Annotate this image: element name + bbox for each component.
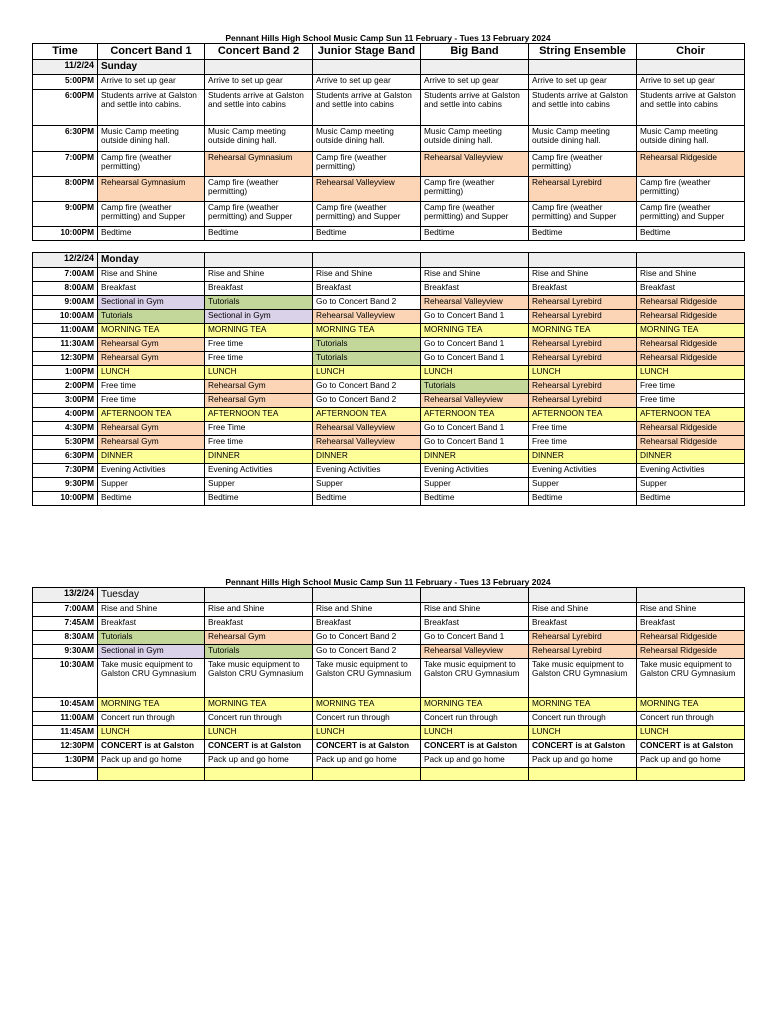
schedule-title-2: Pennant Hills High School Music Camp Sun 11 February - Tues 13 February 2024	[225, 577, 551, 587]
schedule-cell: Tutorials	[313, 338, 421, 352]
header-concert-band-2: Concert Band 2	[205, 44, 313, 60]
schedule-cell: Sectional in Gym	[205, 310, 313, 324]
header-time: Time	[33, 44, 98, 60]
schedule-cell: MORNING TEA	[313, 698, 421, 712]
schedule-cell: Free time	[98, 394, 205, 408]
schedule-cell: Rehearsal Valleyview	[421, 152, 529, 177]
time-cell: 9:30PM	[33, 478, 98, 492]
table-row	[33, 352, 745, 366]
schedule-cell: Rise and Shine	[205, 268, 313, 282]
table-row	[33, 754, 745, 768]
schedule-cell: Rehearsal Ridgeside	[637, 436, 745, 450]
schedule-cell: Take music equipment to Galston CRU Gymnasium	[529, 659, 637, 698]
schedule-cell: Bedtime	[421, 492, 529, 506]
schedule-cell: Rehearsal Valleyview	[421, 645, 529, 659]
table-row	[33, 296, 745, 310]
schedule-cell: Rehearsal Gym	[205, 380, 313, 394]
schedule-cell: LUNCH	[313, 726, 421, 740]
schedule-cell: Go to Concert Band 1	[421, 631, 529, 645]
table-row	[33, 478, 745, 492]
schedule-cell: Bedtime	[529, 492, 637, 506]
schedule-cell: Bedtime	[637, 227, 745, 241]
schedule-cell: Rehearsal Ridgeside	[637, 152, 745, 177]
time-cell: 11:45AM	[33, 726, 98, 740]
schedule-cell: Rehearsal Valleyview	[313, 422, 421, 436]
table-row	[33, 726, 745, 740]
schedule-cell: Concert run through	[98, 712, 205, 726]
schedule-cell: Rehearsal Lyrebird	[529, 296, 637, 310]
schedule-cell: Students arrive at Galston and settle into cabins	[529, 90, 637, 126]
schedule-cell: Go to Concert Band 1	[421, 338, 529, 352]
time-cell: 10:45AM	[33, 698, 98, 712]
table-row	[33, 645, 745, 659]
time-cell: 6:00PM	[33, 90, 98, 126]
time-cell: 12:30PM	[33, 352, 98, 366]
schedule-cell: Rise and Shine	[421, 268, 529, 282]
table-row	[33, 698, 745, 712]
schedule-cell: Free time	[529, 422, 637, 436]
schedule-cell: Supper	[529, 478, 637, 492]
schedule-cell: DINNER	[421, 450, 529, 464]
schedule-cell: Arrive to set up gear	[98, 75, 205, 90]
schedule-cell: DINNER	[205, 450, 313, 464]
schedule-cell: DINNER	[529, 450, 637, 464]
schedule-cell: Students arrive at Galston and settle into cabins.	[98, 90, 205, 126]
schedule-cell: Supper	[637, 478, 745, 492]
schedule-cell: Rehearsal Lyrebird	[529, 380, 637, 394]
schedule-cell: Arrive to set up gear	[205, 75, 313, 90]
schedule-cell: Tutorials	[98, 631, 205, 645]
schedule-cell: MORNING TEA	[98, 698, 205, 712]
schedule-cell: Camp fire (weather permitting)	[529, 152, 637, 177]
schedule-cell: Camp fire (weather permitting)	[98, 152, 205, 177]
schedule-cell: Music Camp meeting outside dining hall.	[205, 126, 313, 152]
schedule-cell: Breakfast	[529, 282, 637, 296]
schedule-cell: Students arrive at Galston and settle into cabins	[205, 90, 313, 126]
schedule-cell: Rise and Shine	[98, 268, 205, 282]
schedule-cell: Rehearsal Valleyview	[313, 310, 421, 324]
schedule-cell: MORNING TEA	[529, 324, 637, 338]
schedule-cell: AFTERNOON TEA	[98, 408, 205, 422]
schedule-cell: Breakfast	[421, 617, 529, 631]
schedule-cell: Free Time	[205, 422, 313, 436]
schedule-cell: Breakfast	[98, 282, 205, 296]
schedule-cell: Rise and Shine	[421, 603, 529, 617]
schedule-cell: LUNCH	[637, 726, 745, 740]
schedule-cell: Supper	[313, 478, 421, 492]
schedule-cell: Pack up and go home	[421, 754, 529, 768]
schedule-cell: LUNCH	[529, 366, 637, 380]
time-cell: 9:00AM	[33, 296, 98, 310]
time-cell: 10:00AM	[33, 310, 98, 324]
schedule-cell: Tutorials	[313, 352, 421, 366]
time-cell: 6:30PM	[33, 126, 98, 152]
day-name: Sunday	[98, 60, 205, 75]
schedule-cell: Bedtime	[98, 227, 205, 241]
schedule-cell: Bedtime	[421, 227, 529, 241]
schedule-cell: Breakfast	[529, 617, 637, 631]
table-row	[33, 227, 745, 241]
schedule-cell: Evening Activities	[98, 464, 205, 478]
schedule-cell: Go to Concert Band 2	[313, 380, 421, 394]
schedule-cell: Rehearsal Ridgeside	[637, 310, 745, 324]
schedule-cell: Breakfast	[421, 282, 529, 296]
table-row	[33, 464, 745, 478]
header-junior-stage-band: Junior Stage Band	[313, 44, 421, 60]
schedule-cell: LUNCH	[421, 366, 529, 380]
time-cell: 4:30PM	[33, 422, 98, 436]
table-row	[33, 282, 745, 296]
time-cell: 4:00PM	[33, 408, 98, 422]
schedule-cell: Rise and Shine	[637, 268, 745, 282]
day-row-monday	[33, 253, 745, 268]
table-row	[33, 324, 745, 338]
schedule-cell: LUNCH	[98, 366, 205, 380]
time-cell: 2:00PM	[33, 380, 98, 394]
schedule-cell: DINNER	[637, 450, 745, 464]
schedule-cell: LUNCH	[313, 366, 421, 380]
schedule-cell: Rehearsal Lyrebird	[529, 394, 637, 408]
schedule-cell: Camp fire (weather permitting) and Supper	[529, 202, 637, 227]
table-row	[33, 492, 745, 506]
schedule-cell: Go to Concert Band 2	[313, 394, 421, 408]
schedule-cell: Rehearsal Lyrebird	[529, 177, 637, 202]
schedule-cell: Concert run through	[313, 712, 421, 726]
schedule-cell: Students arrive at Galston and settle into cabins	[421, 90, 529, 126]
schedule-cell: Tutorials	[98, 310, 205, 324]
schedule-cell: Breakfast	[205, 282, 313, 296]
schedule-cell: Go to Concert Band 2	[313, 296, 421, 310]
schedule-cell: AFTERNOON TEA	[637, 408, 745, 422]
schedule-cell: Camp fire (weather permitting) and Supper	[421, 202, 529, 227]
schedule-cell: Arrive to set up gear	[529, 75, 637, 90]
schedule-cell: CONCERT is at Galston	[637, 740, 745, 754]
schedule-cell: Rehearsal Lyrebird	[529, 631, 637, 645]
schedule-cell: DINNER	[313, 450, 421, 464]
schedule-cell: Tutorials	[205, 296, 313, 310]
schedule-cell: Breakfast	[637, 282, 745, 296]
time-cell: 7:00AM	[33, 268, 98, 282]
time-cell: 8:00AM	[33, 282, 98, 296]
schedule-cell: Free time	[529, 436, 637, 450]
schedule-cell: Bedtime	[205, 227, 313, 241]
schedule-cell: LUNCH	[421, 726, 529, 740]
schedule-cell: Rehearsal Lyrebird	[529, 645, 637, 659]
time-cell: 9:30AM	[33, 645, 98, 659]
table-row	[33, 126, 745, 152]
time-cell: 12:30PM	[33, 740, 98, 754]
schedule-cell: Rehearsal Valleyview	[421, 394, 529, 408]
schedule-cell: Evening Activities	[313, 464, 421, 478]
empty-row	[33, 768, 745, 781]
schedule-cell: LUNCH	[98, 726, 205, 740]
time-cell: 7:45AM	[33, 617, 98, 631]
schedule-cell: Sectional in Gym	[98, 296, 205, 310]
schedule-cell: Breakfast	[313, 617, 421, 631]
schedule-cell: Pack up and go home	[205, 754, 313, 768]
table-row	[33, 603, 745, 617]
day-row-sunday	[33, 60, 745, 75]
schedule-cell: Concert run through	[421, 712, 529, 726]
schedule-cell: Evening Activities	[529, 464, 637, 478]
schedule-cell: Rehearsal Valleyview	[313, 436, 421, 450]
schedule-table-tuesday	[32, 587, 745, 781]
schedule-title: Pennant Hills High School Music Camp Sun 11 February - Tues 13 February 2024	[225, 33, 551, 43]
schedule-table-sun-mon	[32, 43, 745, 506]
spacer-row	[33, 241, 745, 253]
header-string-ensemble: String Ensemble	[529, 44, 637, 60]
table-row	[33, 177, 745, 202]
schedule-cell: Rehearsal Gym	[205, 631, 313, 645]
schedule-cell: Supper	[205, 478, 313, 492]
table-row	[33, 75, 745, 90]
time-cell: 11:30AM	[33, 338, 98, 352]
schedule-cell: Pack up and go home	[98, 754, 205, 768]
day-name: Monday	[98, 253, 205, 268]
schedule-cell: LUNCH	[205, 726, 313, 740]
schedule-cell: Music Camp meeting outside dining hall.	[637, 126, 745, 152]
time-cell: 9:00PM	[33, 202, 98, 227]
schedule-cell: Music Camp meeting outside dining hall.	[98, 126, 205, 152]
time-cell: 7:30PM	[33, 464, 98, 478]
table-row	[33, 450, 745, 464]
table-row	[33, 202, 745, 227]
time-cell: 3:00PM	[33, 394, 98, 408]
schedule-cell: Bedtime	[98, 492, 205, 506]
schedule-cell: Rehearsal Valleyview	[421, 296, 529, 310]
schedule-cell: Go to Concert Band 1	[421, 352, 529, 366]
schedule-cell: Supper	[98, 478, 205, 492]
table-row	[33, 152, 745, 177]
schedule-cell: CONCERT is at Galston	[421, 740, 529, 754]
time-cell: 10:30AM	[33, 659, 98, 698]
schedule-cell: Bedtime	[205, 492, 313, 506]
schedule-cell: LUNCH	[637, 366, 745, 380]
schedule-cell: Go to Concert Band 1	[421, 310, 529, 324]
schedule-cell: Camp fire (weather permitting) and Supper	[637, 202, 745, 227]
schedule-cell: MORNING TEA	[421, 698, 529, 712]
schedule-cell: Rehearsal Gymnasium	[205, 152, 313, 177]
time-cell: 1:00PM	[33, 366, 98, 380]
time-cell: 8:00PM	[33, 177, 98, 202]
schedule-cell: Rise and Shine	[205, 603, 313, 617]
schedule-cell: Rehearsal Gym	[98, 338, 205, 352]
schedule-cell: AFTERNOON TEA	[313, 408, 421, 422]
schedule-cell: LUNCH	[205, 366, 313, 380]
schedule-cell: Take music equipment to Galston CRU Gymnasium	[205, 659, 313, 698]
schedule-cell: CONCERT is at Galston	[98, 740, 205, 754]
schedule-cell: Camp fire (weather permitting)	[637, 177, 745, 202]
time-cell: 10:00PM	[33, 227, 98, 241]
schedule-cell: MORNING TEA	[313, 324, 421, 338]
schedule-cell: Pack up and go home	[529, 754, 637, 768]
schedule-cell: CONCERT is at Galston	[313, 740, 421, 754]
table-row	[33, 617, 745, 631]
schedule-cell: LUNCH	[529, 726, 637, 740]
schedule-cell: MORNING TEA	[205, 324, 313, 338]
header-big-band: Big Band	[421, 44, 529, 60]
table-row	[33, 394, 745, 408]
schedule-cell: MORNING TEA	[637, 698, 745, 712]
schedule-cell: Arrive to set up gear	[637, 75, 745, 90]
time-cell: 6:30PM	[33, 450, 98, 464]
schedule-cell: Rehearsal Ridgeside	[637, 645, 745, 659]
schedule-cell: Pack up and go home	[637, 754, 745, 768]
table-row	[33, 408, 745, 422]
schedule-cell: Music Camp meeting outside dining hall.	[529, 126, 637, 152]
time-cell: 5:30PM	[33, 436, 98, 450]
schedule-cell: MORNING TEA	[529, 698, 637, 712]
schedule-cell: Camp fire (weather permitting)	[313, 152, 421, 177]
schedule-cell: Rehearsal Ridgeside	[637, 631, 745, 645]
schedule-cell: Evening Activities	[205, 464, 313, 478]
day-date: 11/2/24	[33, 60, 98, 75]
schedule-cell: Rehearsal Valleyview	[313, 177, 421, 202]
table-row	[33, 712, 745, 726]
schedule-cell: Go to Concert Band 2	[313, 645, 421, 659]
table-row	[33, 338, 745, 352]
time-cell: 10:00PM	[33, 492, 98, 506]
schedule-cell: Rise and Shine	[637, 603, 745, 617]
schedule-cell: CONCERT is at Galston	[529, 740, 637, 754]
schedule-cell: Camp fire (weather permitting)	[421, 177, 529, 202]
time-cell: 7:00PM	[33, 152, 98, 177]
schedule-cell: Concert run through	[637, 712, 745, 726]
schedule-cell: Evening Activities	[421, 464, 529, 478]
schedule-cell: Rehearsal Ridgeside	[637, 296, 745, 310]
schedule-cell: Tutorials	[421, 380, 529, 394]
day-row-tuesday	[33, 588, 745, 603]
schedule-cell: Camp fire (weather permitting) and Supper	[205, 202, 313, 227]
schedule-cell: Music Camp meeting outside dining hall.	[313, 126, 421, 152]
schedule-cell: MORNING TEA	[205, 698, 313, 712]
day-date: 13/2/24	[33, 588, 98, 603]
schedule-cell: AFTERNOON TEA	[421, 408, 529, 422]
schedule-cell: Tutorials	[205, 645, 313, 659]
schedule-cell: Take music equipment to Galston CRU Gymnasium	[637, 659, 745, 698]
schedule-cell: Arrive to set up gear	[421, 75, 529, 90]
schedule-cell: Take music equipment to Galston CRU Gymnasium	[313, 659, 421, 698]
schedule-cell: Free time	[205, 436, 313, 450]
schedule-cell: Rise and Shine	[313, 268, 421, 282]
schedule-cell: Bedtime	[313, 492, 421, 506]
schedule-cell: MORNING TEA	[421, 324, 529, 338]
table-row	[33, 740, 745, 754]
schedule-cell: Go to Concert Band 1	[421, 436, 529, 450]
header-choir: Choir	[637, 44, 745, 60]
schedule-cell: Go to Concert Band 2	[313, 631, 421, 645]
schedule-cell: Free time	[205, 352, 313, 366]
schedule-cell: Breakfast	[637, 617, 745, 631]
schedule-cell: DINNER	[98, 450, 205, 464]
schedule-cell: MORNING TEA	[98, 324, 205, 338]
table-row	[33, 90, 745, 126]
schedule-cell: Free time	[98, 380, 205, 394]
day-name: Tuesday	[98, 588, 205, 603]
schedule-cell: Sectional in Gym	[98, 645, 205, 659]
schedule-cell: Rehearsal Lyrebird	[529, 338, 637, 352]
schedule-cell: Camp fire (weather permitting) and Supper	[313, 202, 421, 227]
schedule-cell: Take music equipment to Galston CRU Gymnasium	[98, 659, 205, 698]
schedule-cell: Go to Concert Band 1	[421, 422, 529, 436]
schedule-cell: Rehearsal Gymnasium	[98, 177, 205, 202]
schedule-cell: Students arrive at Galston and settle into cabins	[637, 90, 745, 126]
schedule-cell: AFTERNOON TEA	[205, 408, 313, 422]
time-cell: 11:00AM	[33, 712, 98, 726]
table-row	[33, 422, 745, 436]
schedule-cell: Concert run through	[205, 712, 313, 726]
schedule-cell: Rehearsal Gym	[98, 422, 205, 436]
schedule-cell: Free time	[205, 338, 313, 352]
time-cell: 7:00AM	[33, 603, 98, 617]
time-cell: 1:30PM	[33, 754, 98, 768]
schedule-cell: Students arrive at Galston and settle into cabins	[313, 90, 421, 126]
schedule-cell: CONCERT is at Galston	[205, 740, 313, 754]
time-cell: 11:00AM	[33, 324, 98, 338]
table-row	[33, 310, 745, 324]
time-cell: 8:30AM	[33, 631, 98, 645]
schedule-cell: Rehearsal Gym	[98, 436, 205, 450]
schedule-cell: Camp fire (weather permitting)	[205, 177, 313, 202]
schedule-cell: Pack up and go home	[313, 754, 421, 768]
table-row	[33, 631, 745, 645]
schedule-cell: Rehearsal Lyrebird	[529, 310, 637, 324]
schedule-cell: Breakfast	[98, 617, 205, 631]
schedule-cell: Free time	[637, 394, 745, 408]
schedule-cell: Evening Activities	[637, 464, 745, 478]
schedule-cell: Rise and Shine	[98, 603, 205, 617]
schedule-cell: Rise and Shine	[529, 603, 637, 617]
schedule-cell: Music Camp meeting outside dining hall.	[421, 126, 529, 152]
schedule-cell: Free time	[637, 380, 745, 394]
schedule-cell: Bedtime	[529, 227, 637, 241]
schedule-cell: Rehearsal Ridgeside	[637, 352, 745, 366]
table-row	[33, 366, 745, 380]
schedule-cell: Rehearsal Ridgeside	[637, 422, 745, 436]
table-row	[33, 380, 745, 394]
schedule-cell: AFTERNOON TEA	[529, 408, 637, 422]
schedule-cell: Rehearsal Gym	[98, 352, 205, 366]
time-cell: 5:00PM	[33, 75, 98, 90]
schedule-cell: Breakfast	[313, 282, 421, 296]
schedule-cell: Arrive to set up gear	[313, 75, 421, 90]
schedule-cell: Bedtime	[637, 492, 745, 506]
day-date: 12/2/24	[33, 253, 98, 268]
table-row	[33, 436, 745, 450]
schedule-cell: MORNING TEA	[637, 324, 745, 338]
schedule-cell: Bedtime	[313, 227, 421, 241]
schedule-cell: Rehearsal Gym	[205, 394, 313, 408]
schedule-cell: Concert run through	[529, 712, 637, 726]
schedule-cell: Camp fire (weather permitting) and Supper	[98, 202, 205, 227]
header-concert-band-1: Concert Band 1	[98, 44, 205, 60]
schedule-cell: Rise and Shine	[313, 603, 421, 617]
header-row	[33, 44, 745, 60]
schedule-cell: Rehearsal Ridgeside	[637, 338, 745, 352]
schedule-cell: Rehearsal Lyrebird	[529, 352, 637, 366]
schedule-cell: Rise and Shine	[529, 268, 637, 282]
table-row	[33, 659, 745, 698]
schedule-cell: Take music equipment to Galston CRU Gymnasium	[421, 659, 529, 698]
schedule-cell: Supper	[421, 478, 529, 492]
schedule-cell: Breakfast	[205, 617, 313, 631]
table-row	[33, 268, 745, 282]
